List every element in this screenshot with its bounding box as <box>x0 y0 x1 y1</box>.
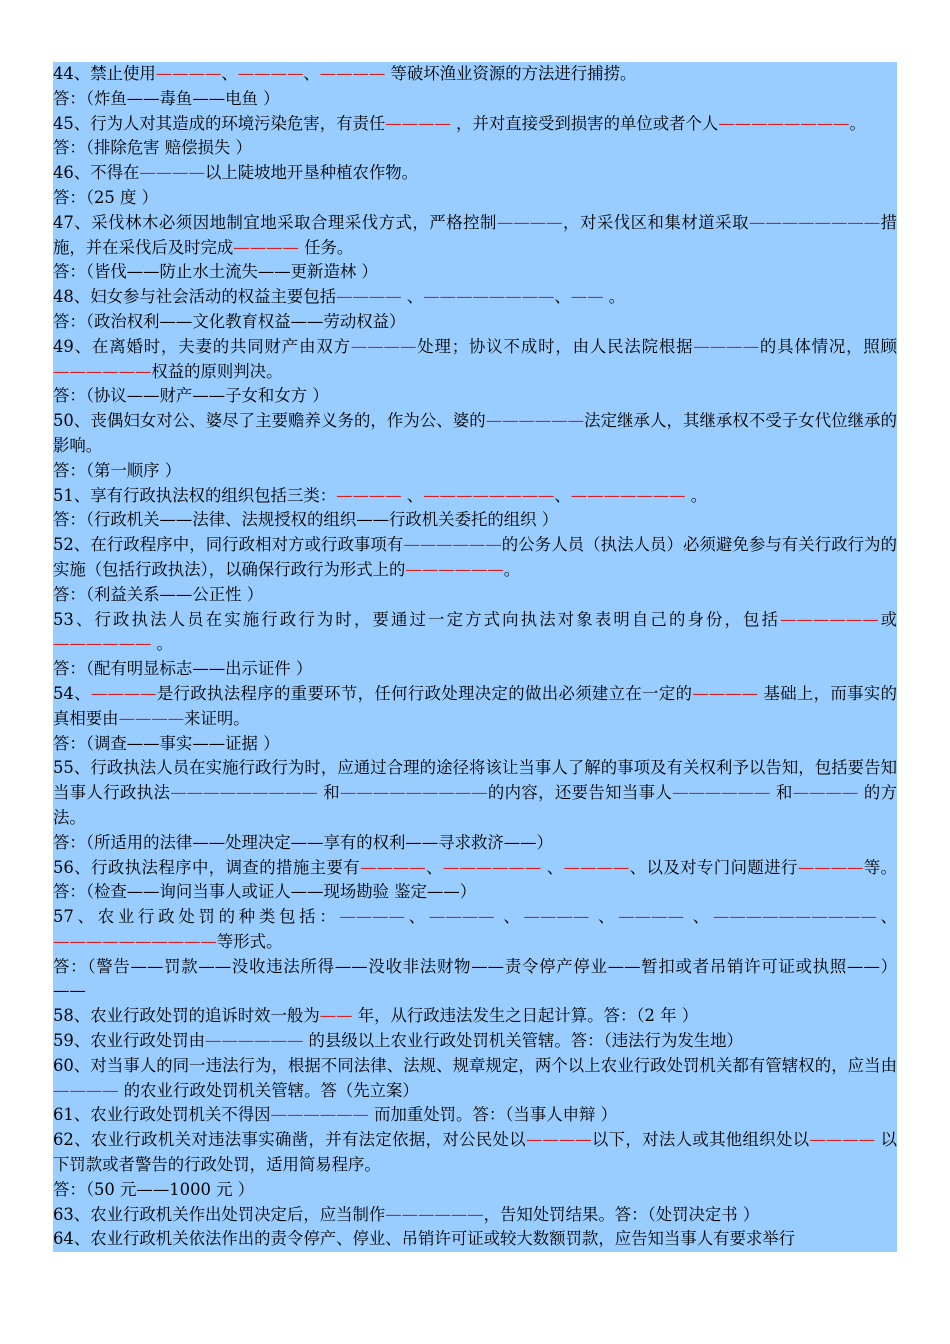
blank-line: ———————— <box>423 485 555 505</box>
blank-line: ———— <box>336 287 402 307</box>
blank-line: ———— <box>797 857 864 877</box>
answer-62: 答：（50 元——1000 元 ） <box>53 1179 255 1199</box>
question-64: 64、农业行政机关依法作出的责令停产、停业、吊销许可证或较大数额罚款，应告知当事人有要求举行 <box>53 1229 796 1249</box>
blank-line: —————— <box>53 361 152 381</box>
blank-line: ———— <box>319 64 386 83</box>
blank-line: —— <box>319 1006 353 1026</box>
blank-line: ———— <box>496 212 563 232</box>
blank-line: —————— <box>270 1105 369 1125</box>
blank-line: ———— <box>809 1130 876 1150</box>
answer-46: 答：（25 度 ） <box>53 187 159 207</box>
blank-line: —————— <box>485 411 585 431</box>
question-51: 51、享有行政执法权的组织包括三类：———— 、————————、——————— 。 <box>53 485 708 505</box>
blank-line: ———— <box>563 857 630 877</box>
question-60: 60、对当事人的同一违法行为，根据不同法律、法规、规章规定，两个以上农业行政处罚机关都有管辖权的，应当由———— 的农业行政处罚机关管辖。答（先立案） <box>53 1055 897 1100</box>
blank-line: —————————— <box>712 907 877 927</box>
blank-line: ———— <box>523 907 590 927</box>
question-54: 54、————是行政执法程序的重要环节，任何行政处理决定的做出必须建立在一定的———— 基础上，而事实的真相要由————来证明。 <box>53 683 897 728</box>
question-45: 45、行为人对其造成的环境污染危害，有责任———— ，并对直接受到损害的单位或者个人————————。 <box>53 113 866 133</box>
answer-44: 答：（炸鱼——毒鱼——电鱼 ） <box>53 88 280 108</box>
blank-line: ———— <box>526 1130 592 1150</box>
question-52: 52、在行政程序中，同行政相对方或行政事项有——————的公务人员（执法人员）必须避免参与有关行政行为的实施（包括行政执法），以确保行政行为形式上的——————。 <box>53 535 898 579</box>
blank-line: ———— <box>792 783 859 803</box>
answer-47: 答：（皆伐——防止水土流失——更新造林 ） <box>53 262 378 282</box>
blank-line: —————— <box>405 559 504 579</box>
answer-55: 答：（所适用的法律——处理决定——享有的权利——寻求救济——） <box>53 832 553 852</box>
blank-line: ———————— <box>748 212 881 232</box>
answer-57: 答：（警告——罚款——没收违法所得——没收非法财物——责令停产停业——暂扣或者吊销许可证或执照——）—— <box>53 956 897 1001</box>
blank-line: ———— <box>618 907 684 927</box>
question-48: 48、妇女参与社会活动的权益主要包括———— 、————————、—— 。 <box>53 287 626 307</box>
answer-51: 答：（行政机关——法律、法规授权的组织——行政机关委托的组织 ） <box>53 510 559 530</box>
question-49: 49、在离婚时，夫妻的共同财产由双方————处理；协议不成时，由人民法院根据————的具体情况，照顾——————权益的原则判决。 <box>53 336 898 381</box>
blank-line: ———————— <box>718 113 850 133</box>
blank-line: ———— <box>53 1080 119 1100</box>
blank-line: —————— <box>780 609 879 629</box>
question-56: 56、行政执法程序中，调查的措施主要有————、—————— 、————、以及对专门问题进行————等。答：（检查——询问当事人或证人——现场勘验 鉴定——） <box>53 857 898 902</box>
question-50: 50、丧偶妇女对公、婆尽了主要赡养义务的，作为公、婆的——————法定继承人，其继承权不受子女代位继承的影响。 <box>53 411 898 455</box>
blank-line: ———— <box>428 907 495 927</box>
answer-54: 答：（调查——事实——证据 ） <box>53 733 280 753</box>
answer-45: 答：（排除危害 赔偿损失 ） <box>53 138 252 158</box>
question-46: 46、不得在————以上陡坡地开垦种植农作物。 <box>53 163 419 183</box>
question-53: 53、行政执法人员在实施行政行为时，要通过一定方式向执法对象表明自己的身份，包括——————或—————— 。 <box>53 609 897 654</box>
answer-49: 答：（协议——财产——子女和女方 ） <box>53 386 329 406</box>
answer-50: 答：（第一顺序 ） <box>53 460 182 480</box>
answer-52: 答：（利益关系——公正性 ） <box>53 584 264 604</box>
question-63: 63、农业行政机关作出处罚决定后，应当制作——————，告知处罚结果。答：（处罚决定书 ） <box>53 1204 760 1224</box>
blank-line: ———— <box>237 64 304 83</box>
blank-line: —————— <box>204 1031 304 1051</box>
answer-53: 答：（配有明显标志——出示证件 ） <box>53 659 313 679</box>
blank-line: ———— <box>693 336 759 356</box>
blank-line: —————— <box>53 634 152 654</box>
blank-line: ———— <box>139 163 205 183</box>
question-62: 62、农业行政机关对违法事实确凿，并有法定依据，对公民处以————以下，对法人或其他组织处以———— 以下罚款或者警告的行政处罚，适用简易程序。 <box>53 1130 897 1175</box>
blank-line: ———— <box>118 708 185 728</box>
blank-line: ————————— <box>340 783 488 803</box>
blank-line: —————— <box>672 783 771 803</box>
blank-line: ————————— <box>170 783 318 803</box>
blank-line: ———————— <box>423 287 555 307</box>
blank-line: —————— <box>385 1204 484 1224</box>
blank-line: ———— <box>360 857 426 877</box>
blank-line: —— <box>570 287 604 307</box>
question-58: 58、农业行政处罚的追诉时效一般为—— 年，从行政违法发生之日起计算。答：（2 年 ） <box>53 1006 699 1026</box>
blank-line: —————— <box>403 535 502 555</box>
question-44: 44、禁止使用————、————、———— 等破坏渔业资源的方法进行捕捞。 <box>53 64 637 83</box>
question-59: 59、农业行政处罚由—————— 的县级以上农业行政处罚机关管辖。答：（违法行为发生地） <box>53 1031 743 1051</box>
question-47: 47、采伐林木必须因地制宜地采取合理采伐方式，严格控制————，对采伐区和集材道采取————————措施，并在采伐后及时完成———— 任务。 <box>53 212 898 257</box>
blank-line: ———— <box>385 113 451 133</box>
blank-line: ———— <box>692 683 758 703</box>
blank-line: ——————— <box>570 485 686 505</box>
blank-line: ———— <box>336 485 402 505</box>
question-61: 61、农业行政处罚机关不得因—————— 而加重处罚。答：（当事人申辩 ） <box>53 1105 617 1125</box>
blank-line: ———— <box>233 237 299 257</box>
blank-line: —————— <box>442 857 542 877</box>
answer-48: 答：（政治权利——文化教育权益——劳动权益） <box>53 311 406 331</box>
question-55: 55、行政执法人员在实施行政行为时，应通过合理的途径将该让当事人了解的事项及有关权利予以告知，包括要告知当事人行政执法————————— 和—————————的内容，还要告知当事人—————— 和———— 的方法。 <box>53 758 897 827</box>
blank-line: ———— <box>339 907 406 927</box>
blank-line: ———— <box>90 683 157 703</box>
question-57: 57、农业行政处罚的种类包括：————、———— 、———— 、———— 、——————————、——————————等形式。 <box>53 907 898 951</box>
document-body <box>53 62 897 1252</box>
blank-line: ———— <box>350 336 417 356</box>
blank-line: ———— <box>155 64 222 83</box>
blank-line: —————————— <box>53 931 217 951</box>
